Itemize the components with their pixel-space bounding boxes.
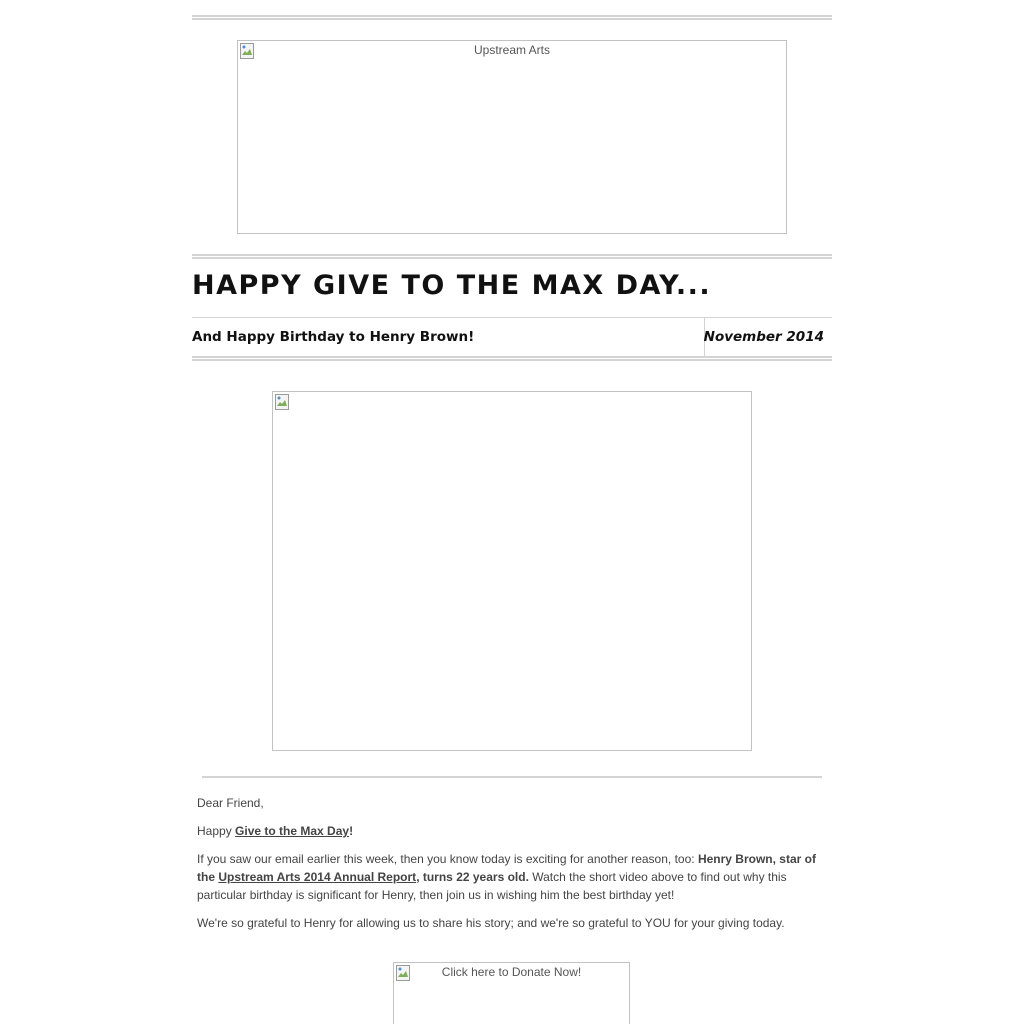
headline: HAPPY GIVE TO THE MAX DAY... <box>192 270 712 301</box>
paragraph-give-to-the-max <box>197 822 827 840</box>
date-cell <box>704 318 832 357</box>
email-body <box>192 0 832 1024</box>
donate-now-button[interactable] <box>393 962 630 1024</box>
give-to-the-max-day-link[interactable]: Give to the Max Day <box>235 824 350 838</box>
p3-text1: If you saw our email earlier this week, then you know today is exciting for another reason, too: <box>197 852 698 866</box>
p3-text2: Watch the short video above to find out why this particular birthday is significant for Henry, then join us in wishing him the best birthday yet! <box>197 870 787 902</box>
paragraph-henry-birthday <box>197 850 827 904</box>
p2-suffix: ! <box>349 824 354 838</box>
p3-bold2: , turns 22 years old. <box>416 870 529 884</box>
p3-bold1: Henry Brown, star of the <box>197 852 816 884</box>
annual-report-link[interactable]: Upstream Arts 2014 Annual Report <box>218 870 417 884</box>
p2-prefix: Happy <box>197 824 236 838</box>
subtitle-divider <box>192 356 832 361</box>
subtitle-row <box>192 317 832 357</box>
subtitle: And Happy Birthday to Henry Brown! <box>192 329 475 345</box>
top-divider <box>192 15 832 20</box>
content-divider <box>202 776 822 778</box>
greeting: Dear Friend, <box>197 796 264 810</box>
header-divider <box>192 254 832 259</box>
broken-image-icon <box>275 394 289 410</box>
issue-date: November 2014 <box>703 329 824 345</box>
logo-alt-text: Upstream Arts <box>473 43 551 57</box>
donate-alt-text: Click here to Donate Now! <box>441 965 582 979</box>
video-thumbnail-image[interactable] <box>272 391 752 751</box>
paragraph-gratitude: We're so grateful to Henry for allowing us to share his story; and we're so grateful to YOU for your giving today. <box>197 916 785 930</box>
upstream-arts-logo-image[interactable] <box>237 40 787 234</box>
